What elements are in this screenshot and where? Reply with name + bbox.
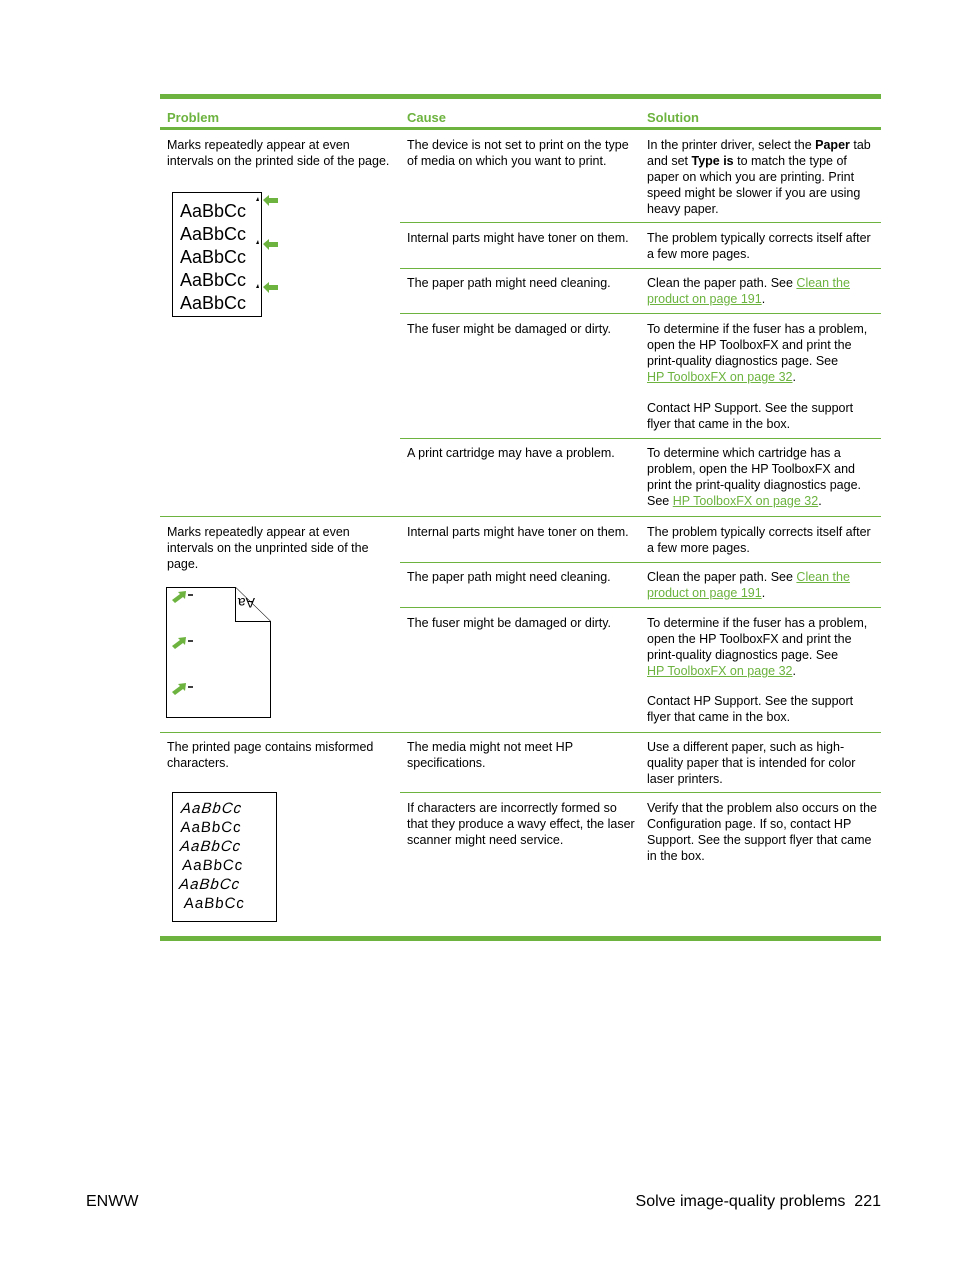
illus1-line: AaBbCc bbox=[180, 270, 247, 290]
group-divider bbox=[160, 732, 881, 733]
row-divider bbox=[400, 562, 881, 563]
cause-4: The fuser might be damaged or dirty. bbox=[407, 322, 612, 336]
cause-3: The paper path might need cleaning. bbox=[407, 276, 611, 290]
illus3-line: AaBbCc bbox=[180, 800, 244, 817]
cause-5: A print cartridge may have a problem. bbox=[407, 446, 615, 460]
link-toolboxfx[interactable]: HP ToolboxFX on page 32 bbox=[647, 664, 793, 678]
solution-4: To determine if the fuser has a problem, open the HP ToolboxFX and print the print-quality diagnostics page. See HP ToolboxFX on page 32. Contact HP Support. See the support flyer that came in the box. bbox=[647, 322, 868, 431]
group3-problem: The printed page contains misformed characters. bbox=[167, 740, 374, 770]
illus3-line: AaBbCc bbox=[179, 838, 243, 855]
illus3-line: AaBbCc bbox=[178, 876, 242, 893]
cause-6: Internal parts might have toner on them. bbox=[407, 525, 629, 539]
link-toolboxfx[interactable]: HP ToolboxFX on page 32 bbox=[647, 370, 793, 384]
row-divider bbox=[400, 792, 881, 793]
row-divider bbox=[400, 438, 881, 439]
cause-2: Internal parts might have toner on them. bbox=[407, 231, 629, 245]
solution-10: Verify that the problem also occurs on the Configuration page. If so, contact HP Support. See the support flyer that came in the box. bbox=[647, 801, 877, 863]
cause-7: The paper path might need cleaning. bbox=[407, 570, 611, 584]
footer-section: Solve image-quality problems bbox=[635, 1193, 846, 1210]
solution-1: In the printer driver, select the Paper tab and set Type is to match the type of paper on which you are printing. Print speed might be slower if you are using heavy paper. bbox=[647, 138, 871, 216]
row-divider bbox=[400, 607, 881, 608]
footer-right bbox=[636, 1193, 881, 1211]
repeating-marks-back-illustration bbox=[166, 586, 274, 720]
solution-3: Clean the paper path. See Clean the product on page 191. bbox=[647, 276, 850, 306]
cause-8: The fuser might be damaged or dirty. bbox=[407, 616, 612, 630]
solution-2: The problem typically corrects itself after a few more pages. bbox=[647, 231, 871, 261]
row-divider bbox=[400, 268, 881, 269]
table-header bbox=[160, 99, 881, 127]
mirrored-text: Aa bbox=[237, 595, 255, 611]
page-number: 221 bbox=[854, 1193, 881, 1210]
illus3-line: AaBbCc bbox=[183, 895, 246, 912]
row-divider bbox=[400, 222, 881, 223]
repeating-marks-front-illustration bbox=[171, 192, 281, 320]
header-solution: Solution bbox=[647, 110, 699, 125]
group-divider bbox=[160, 516, 881, 517]
header-cause: Cause bbox=[407, 110, 447, 125]
illus1-line: AaBbCc bbox=[180, 201, 247, 221]
table-bottom-rule bbox=[160, 936, 881, 941]
solution-7: Clean the paper path. See Clean the product on page 191. bbox=[647, 570, 850, 600]
cause-10: If characters are incorrectly formed so that they produce a wavy effect, the laser scanner might need service. bbox=[407, 801, 635, 847]
row-divider bbox=[400, 313, 881, 314]
arrow-icon bbox=[263, 282, 278, 293]
illus3-line: AaBbCc bbox=[181, 857, 244, 874]
solution-9: Use a different paper, such as high-quality paper that is intended for color laser printers. bbox=[647, 740, 856, 786]
solution-8: To determine if the fuser has a problem, open the HP ToolboxFX and print the print-quality diagnostics page. See HP ToolboxFX on page 32. Contact HP Support. See the support flyer that came in the box. bbox=[647, 616, 868, 724]
misformed-characters-illustration bbox=[171, 791, 279, 925]
illus1-line: AaBbCc bbox=[180, 293, 247, 313]
link-clean-product[interactable]: Clean the product on page 191 bbox=[647, 276, 850, 306]
solution-5: To determine which cartridge has a problem, open the HP ToolboxFX and print the print-quality diagnostics page. See HP ToolboxFX on page 32. bbox=[647, 446, 862, 508]
header-problem: Problem bbox=[167, 110, 220, 125]
cause-1: The device is not set to print on the type of media on which you want to print. bbox=[407, 138, 629, 168]
arrow-icon bbox=[263, 239, 278, 250]
solution-6: The problem typically corrects itself after a few more pages. bbox=[647, 525, 871, 555]
link-clean-product[interactable]: Clean the product on page 191 bbox=[647, 570, 850, 600]
header-rule bbox=[160, 127, 881, 130]
footer-left: ENWW bbox=[86, 1193, 139, 1210]
arrow-icon bbox=[263, 195, 278, 206]
link-toolboxfx[interactable]: HP ToolboxFX on page 32 bbox=[672, 494, 819, 508]
illus1-line: AaBbCc bbox=[180, 224, 247, 244]
cause-9: The media might not meet HP specifications. bbox=[407, 740, 573, 770]
illus1-line: AaBbCc bbox=[180, 247, 247, 267]
illus3-line: AaBbCc bbox=[179, 819, 243, 836]
group1-problem: Marks repeatedly appear at even intervals on the printed side of the page. bbox=[167, 138, 390, 168]
group2-problem: Marks repeatedly appear at even intervals on the unprinted side of the page. bbox=[167, 525, 369, 571]
